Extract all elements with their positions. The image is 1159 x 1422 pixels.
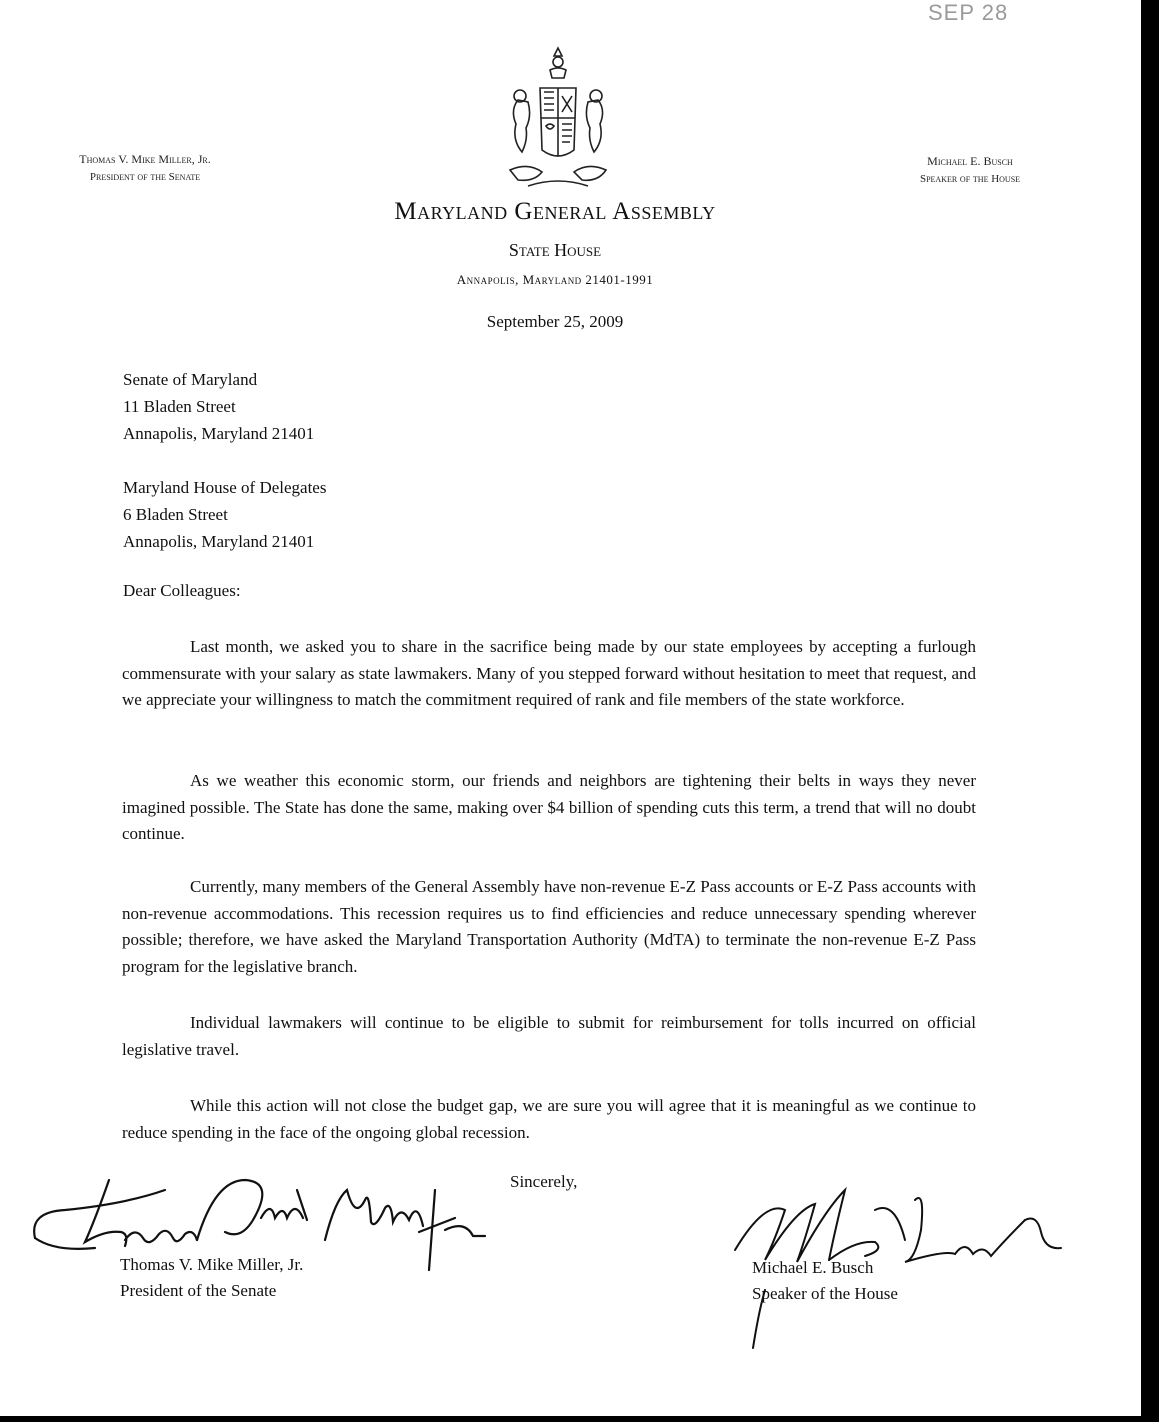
senate-president-heading	[50, 150, 240, 186]
maryland-seal-icon	[488, 40, 628, 200]
address-line: Senate of Maryland	[123, 370, 258, 389]
address-line: Annapolis, Maryland 21401	[123, 424, 315, 443]
received-date-stamp: SEP 28	[928, 0, 1009, 25]
signer-senate	[120, 1252, 303, 1304]
address-line: Annapolis, Maryland 21401	[123, 532, 315, 551]
signer-title: President of the Senate	[120, 1281, 277, 1300]
senate-president-name: Thomas V. Mike Miller, Jr.	[79, 152, 211, 166]
building-name: State House	[508, 240, 602, 260]
organization-address: Annapolis, Maryland 21401-1991	[456, 272, 654, 287]
signer-name: Michael E. Busch	[752, 1258, 874, 1277]
signer-name: Thomas V. Mike Miller, Jr.	[120, 1255, 304, 1274]
body-paragraph: Individual lawmakers will continue to be eligible to submit for reimbursement for tolls incurred on official legislative travel.	[122, 1013, 976, 1059]
signer-title: Speaker of the House	[752, 1284, 898, 1303]
body-paragraph: While this action will not close the budget gap, we are sure you will agree that it is meaningful as we continue to reduce spending in the face of the ongoing global recession.	[122, 1096, 976, 1142]
body-paragraph: Currently, many members of the General Assembly have non-revenue E-Z Pass accounts or E-Z Pass accounts with non-revenue accommodations. This recession requires us to find efficiencies and reduce unnecessary spending wherever possible; therefore, we have asked the Maryland Transportation Authority (MdTA) to terminate the non-revenue E-Z Pass program for the legislative branch.	[122, 877, 976, 976]
recipient-address-house	[123, 474, 326, 555]
address-line: 11 Bladen Street	[123, 397, 236, 416]
organization-name: Maryland General Assembly	[394, 198, 716, 225]
letter-date: September 25, 2009	[486, 312, 624, 331]
closing: Sincerely,	[510, 1172, 578, 1191]
salutation: Dear Colleagues:	[123, 581, 241, 600]
body-paragraph: As we weather this economic storm, our friends and neighbors are tightening their belts in ways they never imagined possible. The State has done the same, making over $4 billion of spending cuts this term, a trend that will no doubt continue.	[122, 771, 976, 843]
house-speaker-heading	[890, 152, 1050, 188]
house-speaker-title: Speaker of the House	[919, 173, 1021, 185]
address-line: Maryland House of Delegates	[123, 478, 327, 497]
house-speaker-name: Michael E. Busch	[927, 154, 1013, 168]
signer-house	[752, 1255, 898, 1307]
senate-president-title: President of the Senate	[89, 171, 201, 183]
body-paragraph: Last month, we asked you to share in the sacrifice being made by our state employees by accepting a furlough commensurate with your salary as state lawmakers. Many of you stepped forward without hesitation to meet that request, and we appreciate your willingness to match the commitment required of rank and file members of the state workforce.	[122, 637, 976, 709]
recipient-address-senate	[123, 366, 314, 447]
address-line: 6 Bladen Street	[123, 505, 228, 524]
